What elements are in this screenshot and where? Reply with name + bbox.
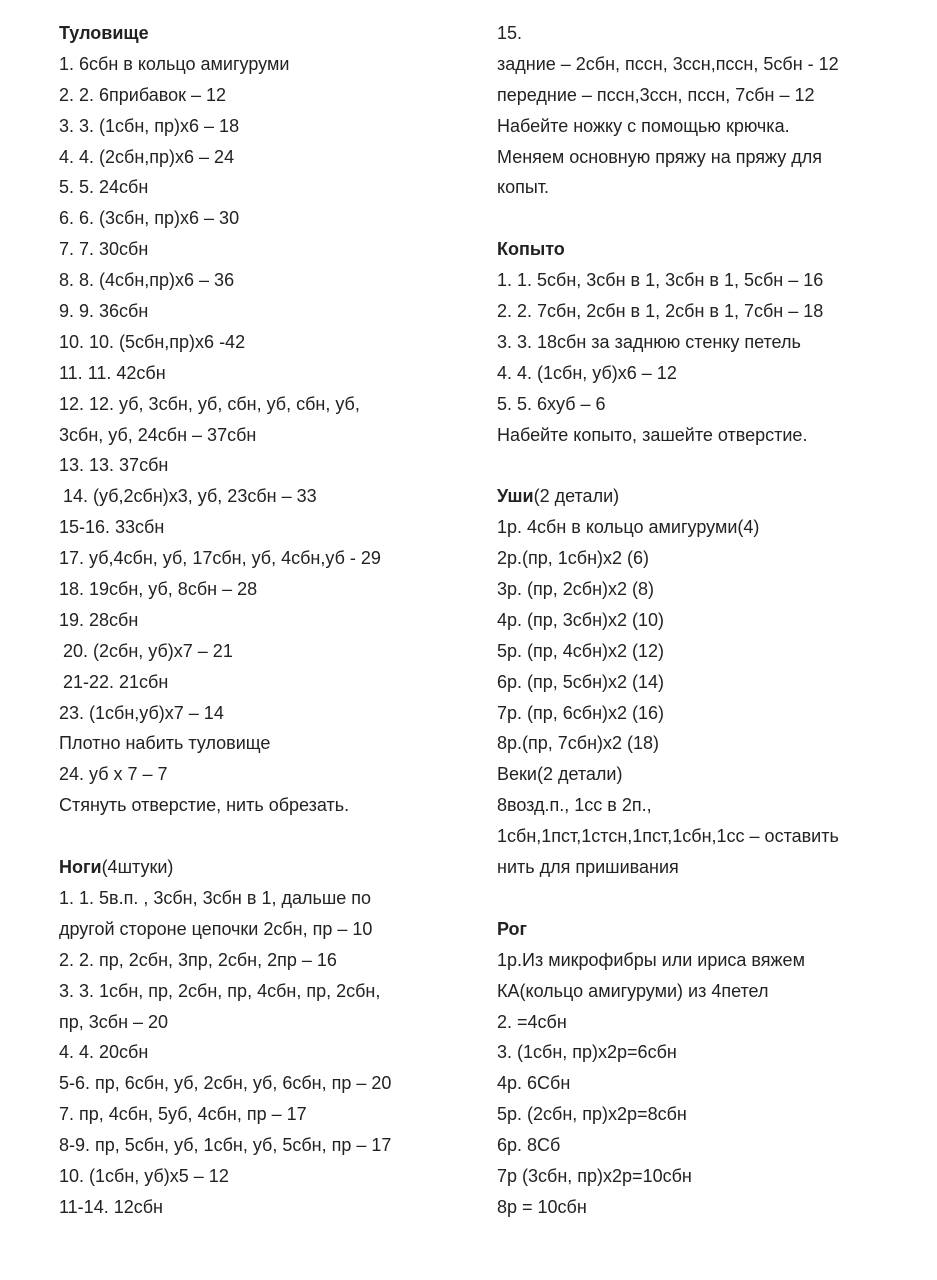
eyelids-row-3: нить для пришивания: [497, 857, 679, 878]
horn-row-5: 5р. (2сбн, пр)х2р=8сбн: [497, 1104, 687, 1125]
legs-note-yarn: Меняем основную пряжу на пряжу для: [497, 146, 823, 167]
section-title-hoof: Копыто: [497, 239, 565, 260]
body-row-24: 24. уб х 7 – 7: [59, 764, 168, 785]
horn-row-6: 6р. 8Сб: [497, 1135, 561, 1156]
body-row-4: 4. 4. (2сбн,пр)х6 – 24: [59, 146, 235, 167]
ears-title-rest: (2 детали): [533, 486, 620, 507]
horn-row-7: 7р (3сбн, пр)х2р=10сбн: [497, 1165, 692, 1186]
legs-row-2: 2. 2. пр, 2сбн, 3пр, 2сбн, 2пр – 16: [59, 949, 337, 970]
body-row-6: 6. 6. (3сбн, пр)х6 – 30: [59, 208, 240, 229]
horn-row-4: 4р. 6Сбн: [497, 1073, 571, 1094]
legs-row-8-9: 8-9. пр, 5сбн, уб, 1сбн, уб, 5сбн, пр – 17: [59, 1135, 392, 1156]
body-row-7: 7. 7. 30сбн: [59, 239, 149, 260]
body-row-3: 3. 3. (1сбн, пр)х6 – 18: [59, 115, 240, 136]
horn-row-2: 2. =4сбн: [497, 1011, 567, 1032]
legs-back: задние – 2сбн, пссн, 3ссн,пссн, 5сбн - 12: [497, 53, 839, 74]
ears-row-6: 6р. (пр, 5сбн)х2 (14): [497, 671, 665, 692]
horn-row-8: 8р = 10сбн: [497, 1196, 587, 1217]
section-title-legs: [59, 852, 479, 883]
legs-row-5-6: 5-6. пр, 6сбн, уб, 2сбн, уб, 6сбн, пр – 20: [59, 1073, 392, 1094]
body-row-21-22: 21-22. 21сбн: [63, 671, 169, 692]
ears-row-3: 3р. (пр, 2сбн)х2 (8): [497, 579, 655, 600]
horn-row-1-cont: КА(кольцо амигуруми) из 4петел: [497, 980, 769, 1001]
hoof-row-3: 3. 3. 18сбн за заднюю стенку петель: [497, 331, 801, 352]
body-row-2: 2. 2. 6прибавок – 12: [59, 84, 227, 105]
horn-row-1: 1р.Из микрофибры или ириса вяжем: [497, 949, 805, 970]
hoof-row-2: 2. 2. 7сбн, 2сбн в 1, 2сбн в 1, 7сбн – 18: [497, 301, 824, 322]
legs-row-1-cont: другой стороне цепочки 2сбн, пр – 10: [59, 918, 373, 939]
section-title-horn: Рог: [497, 918, 528, 939]
ears-row-4: 4р. (пр, 3сбн)х2 (10): [497, 609, 665, 630]
right-column: [497, 18, 927, 1223]
section-title-body: Туловище: [59, 23, 149, 43]
legs-row-3: 3. 3. 1сбн, пр, 2сбн, пр, 4сбн, пр, 2сбн,: [59, 980, 381, 1001]
spacer: [497, 203, 927, 234]
legs-title-bold: Ноги: [59, 857, 102, 878]
legs-front: передние – пссн,3ссн, пссн, 7сбн – 12: [497, 84, 815, 105]
legs-note-stuff: Набейте ножку с помощью крючка.: [497, 115, 790, 136]
spacer: [497, 450, 927, 481]
body-row-12-cont: 3сбн, уб, 24сбн – 37сбн: [59, 424, 257, 445]
ears-row-8: 8р.(пр, 7сбн)х2 (18): [497, 733, 660, 754]
body-row-1: 1. 6сбн в кольцо амигуруми: [59, 53, 290, 74]
legs-row-3-cont: пр, 3сбн – 20: [59, 1011, 169, 1032]
body-row-11: 11. 11. 42сбн: [59, 362, 166, 383]
body-row-9: 9. 9. 36сбн: [59, 301, 149, 322]
body-row-15-16: 15-16. 33сбн: [59, 517, 165, 538]
spacer: [59, 821, 479, 852]
legs-row-15: 15.: [497, 23, 523, 43]
body-row-13: 13. 13. 37сбн: [59, 455, 169, 476]
legs-row-11-14: 11-14. 12сбн: [59, 1196, 163, 1217]
ears-row-7: 7р. (пр, 6сбн)х2 (16): [497, 702, 665, 723]
legs-title-rest: (4штуки): [101, 857, 174, 878]
legs-row-4: 4. 4. 20сбн: [59, 1042, 149, 1063]
ears-row-5: 5р. (пр, 4сбн)х2 (12): [497, 640, 665, 661]
body-row-10: 10. 10. (5сбн,пр)х6 -42: [59, 331, 246, 352]
spacer: [497, 883, 927, 914]
body-row-20: 20. (2сбн, уб)х7 – 21: [63, 640, 233, 661]
horn-row-3: 3. (1сбн, пр)х2р=6сбн: [497, 1042, 677, 1063]
hoof-row-5: 5. 5. 6хуб – 6: [497, 393, 606, 414]
ears-row-1: 1р. 4сбн в кольцо амигуруми(4): [497, 517, 760, 538]
section-title-ears: [497, 481, 927, 512]
eyelids-title: Веки(2 детали): [497, 764, 623, 785]
hoof-note: Набейте копыто, зашейте отверстие.: [497, 424, 808, 445]
body-row-14: 14. (уб,2сбн)х3, уб, 23сбн – 33: [63, 486, 317, 507]
body-row-12: 12. 12. уб, 3сбн, уб, сбн, уб, сбн, уб,: [59, 393, 360, 414]
legs-row-10: 10. (1сбн, уб)х5 – 12: [59, 1165, 229, 1186]
legs-row-7: 7. пр, 4сбн, 5уб, 4сбн, пр – 17: [59, 1104, 307, 1125]
hoof-row-4: 4. 4. (1сбн, уб)х6 – 12: [497, 362, 677, 383]
body-row-17: 17. уб,4сбн, уб, 17сбн, уб, 4сбн,уб - 29: [59, 548, 381, 569]
left-column: [59, 18, 479, 1223]
body-row-19: 19. 28сбн: [59, 609, 139, 630]
body-row-23: 23. (1сбн,уб)х7 – 14: [59, 702, 224, 723]
hoof-row-1: 1. 1. 5сбн, 3сбн в 1, 3сбн в 1, 5сбн – 16: [497, 270, 824, 291]
eyelids-row-1: 8возд.п., 1сс в 2п.,: [497, 795, 652, 816]
body-row-18: 18. 19сбн, уб, 8сбн – 28: [59, 579, 258, 600]
body-row-8: 8. 8. (4сбн,пр)х6 – 36: [59, 270, 235, 291]
ears-title-bold: Уши: [497, 486, 534, 507]
body-note-close: Стянуть отверстие, нить обрезать.: [59, 795, 350, 816]
legs-note-yarn-cont: копыт.: [497, 177, 550, 198]
body-row-5: 5. 5. 24сбн: [59, 177, 149, 198]
body-note-stuff: Плотно набить туловище: [59, 733, 271, 754]
legs-row-1: 1. 1. 5в.п. , 3сбн, 3сбн в 1, дальше по: [59, 887, 372, 908]
eyelids-row-2: 1сбн,1пст,1стсн,1пст,1сбн,1сс – оставить: [497, 826, 839, 847]
ears-row-2: 2р.(пр, 1сбн)х2 (6): [497, 548, 650, 569]
